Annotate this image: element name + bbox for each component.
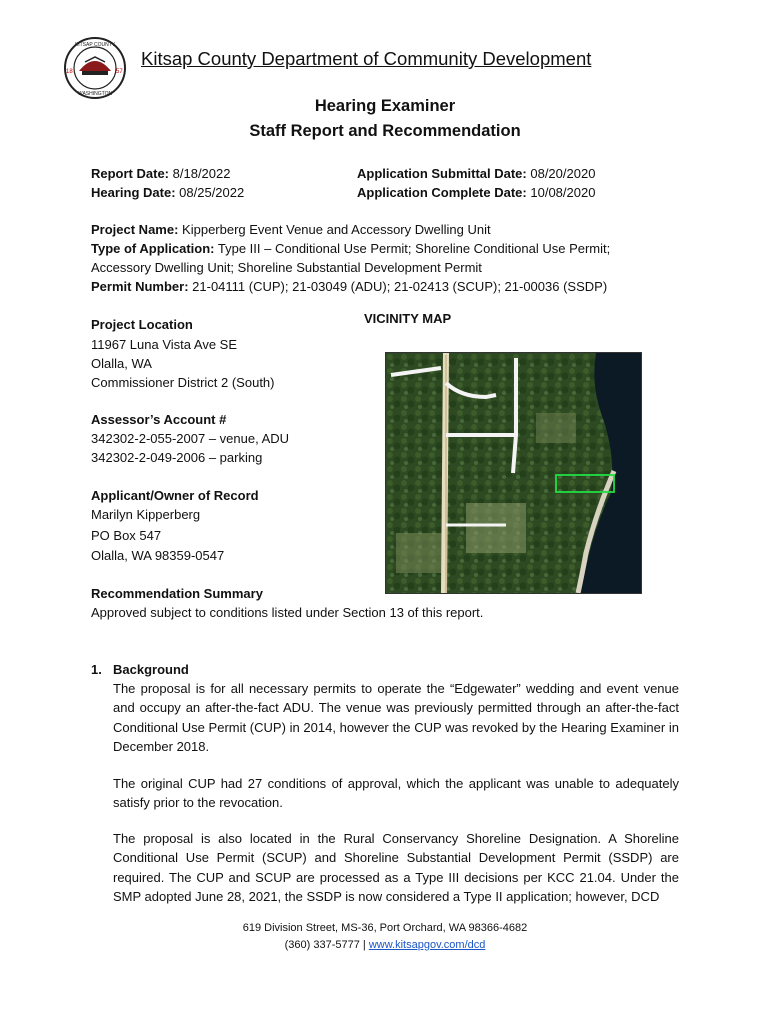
submittal-date-value: 08/20/2020 xyxy=(530,166,596,181)
project-name-value: Kipperberg Event Venue and Accessory Dwelling Unit xyxy=(182,222,491,237)
hearing-date-label: Hearing Date: xyxy=(91,185,176,200)
section-heading: Background xyxy=(113,662,189,677)
vicinity-map-label: VICINITY MAP xyxy=(364,311,452,326)
application-type-label: Type of Application: xyxy=(91,241,215,256)
footer-phone: (360) 337-5777 | xyxy=(284,939,366,951)
permit-number xyxy=(91,277,711,296)
location-line1: 11967 Luna Vista Ave SE xyxy=(91,337,238,352)
seal-bottom-text: WASHINGTON xyxy=(77,91,113,97)
footer-contact xyxy=(0,939,770,951)
submittal-date xyxy=(357,164,595,183)
department-title: Kitsap County Department of Community Development xyxy=(141,48,592,69)
applicant-line3: Olalla, WA 98359-0547 xyxy=(91,548,225,563)
section-number: 1. xyxy=(91,662,102,677)
recommendation-text: Approved subject to conditions listed under Section 13 of this report. xyxy=(91,605,484,620)
footer-address: 619 Division Street, MS-36, Port Orchard, WA 98366-4682 xyxy=(242,922,528,934)
application-type-value-line2: Accessory Dwelling Unit; Shoreline Substantial Development Permit xyxy=(91,260,482,275)
footer-website-link[interactable]: www.kitsapgov.com/dcd xyxy=(368,939,486,951)
applicant-line2: PO Box 547 xyxy=(91,528,162,543)
document-title-line1: Hearing Examiner xyxy=(314,97,456,115)
seal-top-text: KITSAP COUNTY xyxy=(74,42,116,48)
complete-date-value: 10/08/2020 xyxy=(530,185,596,200)
report-date xyxy=(91,164,230,183)
recommendation-heading: Recommendation Summary xyxy=(91,586,263,601)
application-type xyxy=(91,239,691,258)
project-location-heading: Project Location xyxy=(91,317,193,332)
location-line3: Commissioner District 2 (South) xyxy=(91,375,275,390)
project-name xyxy=(91,220,691,239)
assessor-line1: 342302-2-055-2007 – venue, ADU xyxy=(91,431,290,446)
background-paragraph-2: The original CUP had 27 conditions of approval, which the applicant was unable to adequately satisfy prior to the revocation. xyxy=(113,776,679,811)
background-paragraph-3: The proposal is also located in the Rural Conservancy Shoreline Designation. A Shoreline Conditional Use Permit (SCUP) and Shoreline Substantial Development Permit (SSDP) are required. The CUP and SCUP are processed as a Type III decisions per KCC 21.04. Under the SMP adopted June 28, 2021, the SSDP is now considered a Type II application; however, DCD xyxy=(113,831,679,904)
applicant-heading: Applicant/Owner of Record xyxy=(91,488,259,503)
seal-right-year: 57 xyxy=(116,69,123,75)
county-seal-logo xyxy=(57,37,133,99)
background-paragraph-1: The proposal is for all necessary permits to operate the “Edgewater” wedding and event venue and occupy an after-the-fact ADU. The venue was previously permitted through an after-the-fact Conditional Use Permit (CUP) in 2014, however the CUP was revoked by the Hearing Examiner in December 2018. xyxy=(113,681,679,754)
permit-number-label: Permit Number: xyxy=(91,279,189,294)
complete-date-label: Application Complete Date: xyxy=(357,185,527,200)
seal-left-year: 18 xyxy=(66,69,73,75)
report-date-label: Report Date: xyxy=(91,166,170,181)
assessor-line2: 342302-2-049-2006 – parking xyxy=(91,450,263,465)
document-title-line2: Staff Report and Recommendation xyxy=(249,122,521,140)
location-line2: Olalla, WA xyxy=(91,356,152,371)
hearing-date xyxy=(91,183,244,202)
vicinity-map-image xyxy=(385,352,642,594)
permit-number-value: 21-04111 (CUP); 21-03049 (ADU); 21-02413 (SCUP); 21-00036 (SSDP) xyxy=(192,279,608,294)
application-type-value-line1: Type III – Conditional Use Permit; Shoreline Conditional Use Permit; xyxy=(217,241,611,256)
report-date-value: 8/18/2022 xyxy=(172,166,231,181)
project-name-label: Project Name: xyxy=(91,222,179,237)
applicant-line1: Marilyn Kipperberg xyxy=(91,507,201,522)
hearing-date-value: 08/25/2022 xyxy=(179,185,245,200)
assessor-heading: Assessor’s Account # xyxy=(91,412,227,427)
submittal-date-label: Application Submittal Date: xyxy=(357,166,527,181)
complete-date xyxy=(357,183,595,202)
